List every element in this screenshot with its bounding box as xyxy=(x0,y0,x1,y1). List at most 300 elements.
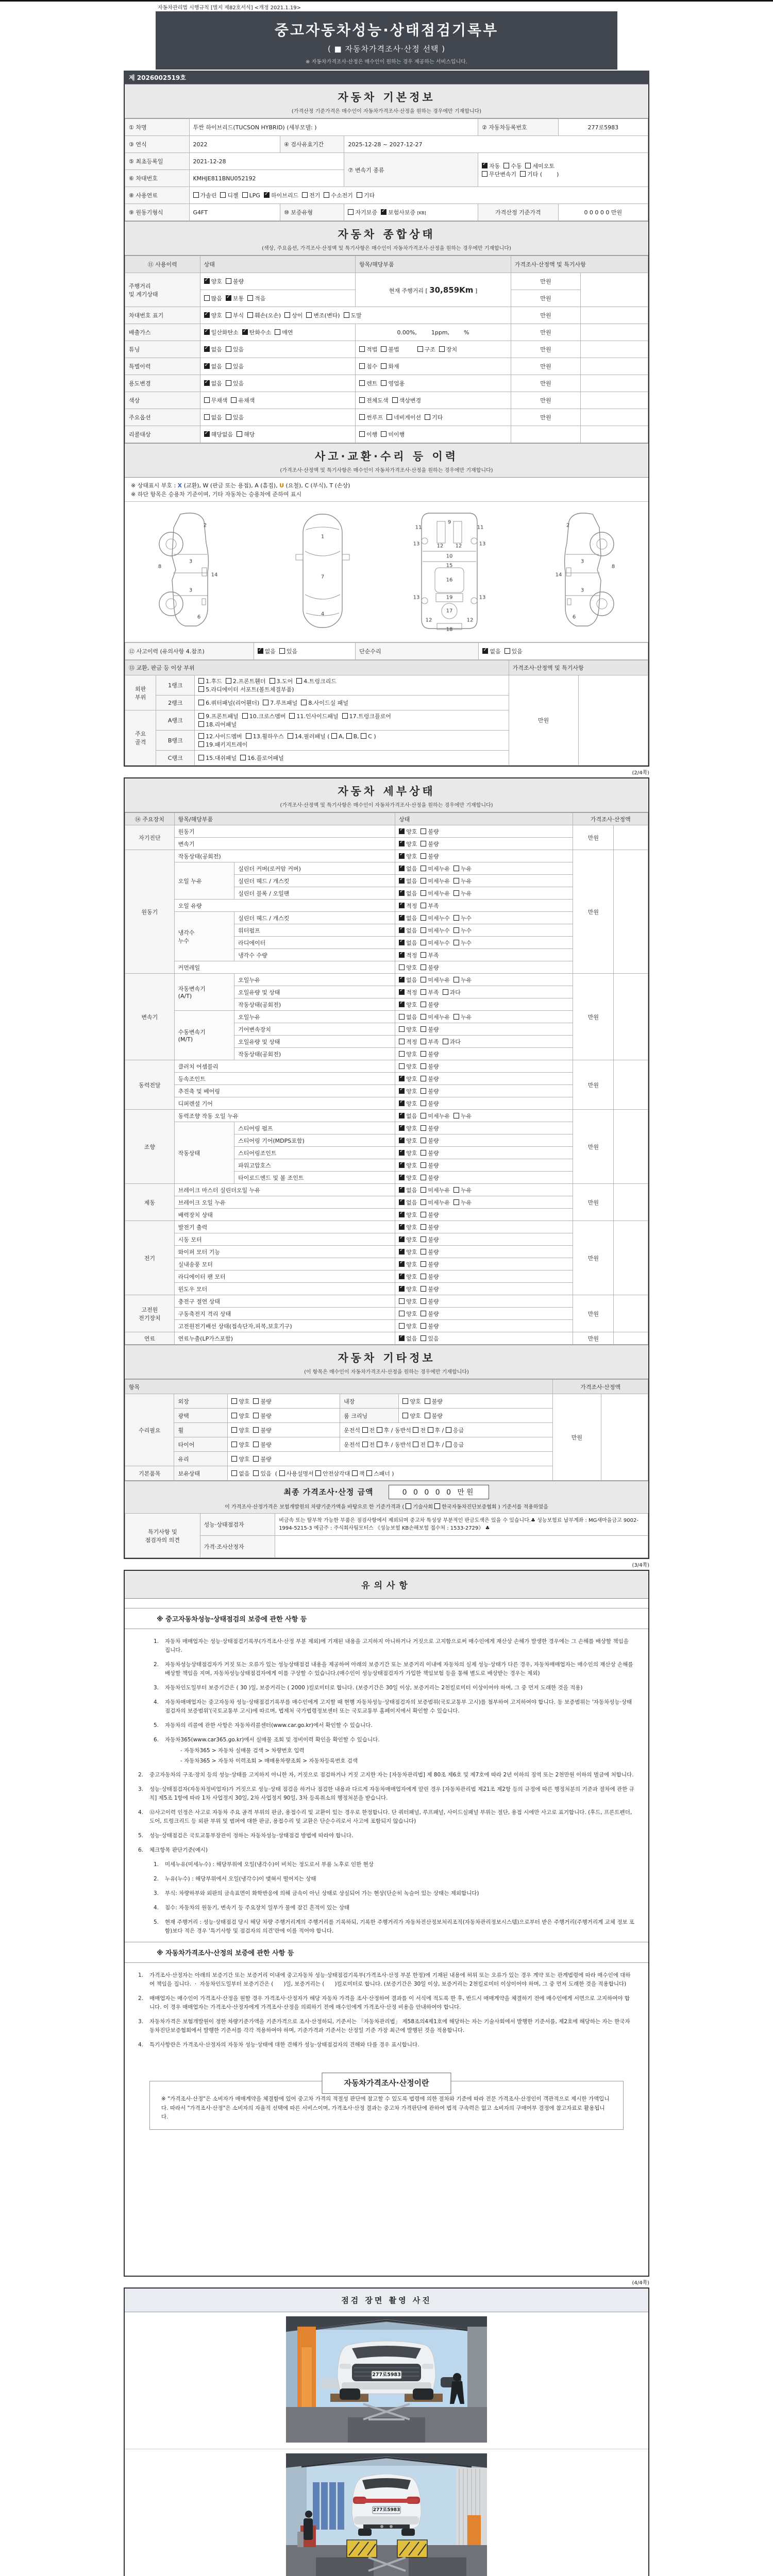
checkbox-unchecked[interactable] xyxy=(352,1470,358,1476)
checkbox-checked[interactable] xyxy=(399,903,405,908)
checkbox-unchecked[interactable] xyxy=(242,713,248,719)
checkbox-unchecked[interactable] xyxy=(399,1039,405,1044)
checkbox-unchecked[interactable] xyxy=(421,1199,426,1205)
checkbox-unchecked[interactable] xyxy=(421,878,426,884)
checkbox-unchecked[interactable] xyxy=(421,1051,426,1057)
checkbox-checked[interactable] xyxy=(399,977,405,982)
checkbox-checked[interactable] xyxy=(399,1249,405,1255)
checkbox-checked[interactable] xyxy=(399,853,405,859)
checkbox-unchecked[interactable] xyxy=(421,1224,426,1230)
checkbox-unchecked[interactable] xyxy=(198,713,204,719)
checkbox-checked[interactable] xyxy=(399,1125,405,1131)
checkbox-unchecked[interactable] xyxy=(270,678,275,684)
legend-segment: (요철), xyxy=(284,482,305,489)
checkbox-unchecked[interactable] xyxy=(421,1187,426,1193)
checkbox-unchecked[interactable] xyxy=(362,1427,368,1433)
checkbox-checked[interactable] xyxy=(204,329,210,335)
table-cell: 없음 미세누유 누유 xyxy=(395,1011,573,1023)
checkbox-checked[interactable] xyxy=(399,1100,405,1106)
table-cell: ✓ 없음 미세누유 누유 xyxy=(395,1184,573,1196)
checkbox-unchecked[interactable] xyxy=(421,1113,426,1118)
checkbox-unchecked[interactable] xyxy=(421,1076,426,1081)
checkbox-checked[interactable] xyxy=(204,312,210,318)
checkbox-unchecked[interactable] xyxy=(413,1442,418,1447)
panel-number-label: 7 xyxy=(321,574,325,580)
table-cell: 만원 xyxy=(573,825,614,850)
checkbox-checked[interactable] xyxy=(399,1088,405,1094)
checkbox-unchecked[interactable] xyxy=(237,431,242,437)
checkbox-unchecked[interactable] xyxy=(421,1274,426,1279)
checkbox-checked[interactable] xyxy=(482,163,488,168)
table-cell: ✓ 양호 불량 xyxy=(395,1085,573,1097)
notice-item: 4. 특기사항란은 가격조사·산정자의 자동차 성능·상태에 대한 견해가 성능·상태점검자의 견해와 다를 경우 표시합니다. xyxy=(138,2041,419,2048)
checkbox-checked[interactable] xyxy=(399,1162,405,1168)
checkbox-unchecked[interactable] xyxy=(413,1427,418,1433)
checkbox-checked[interactable] xyxy=(482,648,488,654)
table-cell: ✓ 일산화탄소 ✓탄화수소 매연 xyxy=(200,324,356,341)
table-cell: 1.후드 2.프론트휀더 3.도어 4.트렁크리드 5.라디에이터 서포트(볼트체결부품) xyxy=(195,675,509,696)
checkbox-unchecked[interactable] xyxy=(421,1323,426,1329)
checkbox-unchecked[interactable] xyxy=(417,346,423,352)
document-title-box xyxy=(156,11,617,70)
checkbox-unchecked[interactable] xyxy=(204,414,210,420)
checkbox-unchecked[interactable] xyxy=(359,431,365,437)
checkbox-checked[interactable] xyxy=(399,1261,405,1267)
table-cell: 실린더 헤드 / 개스킷 xyxy=(234,912,395,924)
table-cell: 항목/해당부품 xyxy=(174,813,395,825)
checkbox-checked[interactable] xyxy=(204,431,210,437)
table-cell: 조향 xyxy=(125,1110,175,1184)
checkbox-unchecked[interactable] xyxy=(346,733,352,739)
checkbox-unchecked[interactable] xyxy=(421,1138,426,1143)
checkbox-unchecked[interactable] xyxy=(359,397,365,403)
checkbox-unchecked[interactable] xyxy=(279,1470,285,1476)
checkbox-unchecked[interactable] xyxy=(421,1298,426,1304)
checkbox-unchecked[interactable] xyxy=(402,1398,408,1404)
checkbox-unchecked[interactable] xyxy=(263,700,268,705)
checkbox-unchecked[interactable] xyxy=(226,363,231,369)
checkbox-unchecked[interactable] xyxy=(377,1427,382,1433)
checkbox-checked[interactable] xyxy=(399,940,405,945)
table-cell: 동력전달 xyxy=(125,1060,175,1110)
checkbox-unchecked[interactable] xyxy=(421,1286,426,1292)
checkbox-checked[interactable] xyxy=(399,1212,405,1217)
checkbox-unchecked[interactable] xyxy=(306,312,312,318)
checkbox-unchecked[interactable] xyxy=(421,903,426,908)
document-number: 제 2026002519호 xyxy=(124,71,649,84)
checkbox-unchecked[interactable] xyxy=(315,1470,321,1476)
checkbox-unchecked[interactable] xyxy=(453,915,459,921)
table-cell: ⑫ 사고이력 (유의사항 4.참조) xyxy=(125,643,254,660)
table-cell: 오일 누유 xyxy=(174,862,234,900)
checkbox-unchecked[interactable] xyxy=(421,866,426,871)
table-cell: 이행 미이행 xyxy=(356,426,511,443)
checkbox-unchecked[interactable] xyxy=(399,1063,405,1069)
detail-status-header xyxy=(125,778,648,812)
checkbox-checked[interactable] xyxy=(381,209,386,215)
checkbox-unchecked[interactable] xyxy=(421,1014,426,1020)
notice-heading: ※ 중고자동차성능·상태점검의 보증에 관한 사항 등 xyxy=(125,1608,648,1629)
checkbox-unchecked[interactable] xyxy=(231,397,237,403)
table-cell: 12.사이드멤버 13.휠하우스 14.필러패널 ( A, B, C ) 19.패키지트레이 xyxy=(195,731,509,751)
detail-status-table xyxy=(125,812,648,1345)
checkbox-checked[interactable] xyxy=(399,1274,405,1279)
checkbox-checked[interactable] xyxy=(399,1150,405,1156)
checkbox-unchecked[interactable] xyxy=(386,414,392,420)
checkbox-unchecked[interactable] xyxy=(359,380,365,386)
checkbox-unchecked[interactable] xyxy=(453,977,459,982)
checkbox-unchecked[interactable] xyxy=(425,1413,430,1418)
checkbox-unchecked[interactable] xyxy=(503,163,509,168)
checkbox-unchecked[interactable] xyxy=(482,171,488,177)
checkbox-unchecked[interactable] xyxy=(231,1456,237,1462)
checkbox-unchecked[interactable] xyxy=(359,363,365,369)
checkbox-unchecked[interactable] xyxy=(443,989,448,995)
checkbox-checked[interactable] xyxy=(399,828,405,834)
checkbox-unchecked[interactable] xyxy=(421,952,426,958)
checkbox-unchecked[interactable] xyxy=(399,1323,405,1329)
checkbox-unchecked[interactable] xyxy=(226,380,231,386)
checkbox-unchecked[interactable] xyxy=(226,312,231,318)
checkbox-unchecked[interactable] xyxy=(428,1427,433,1433)
checkbox-unchecked[interactable] xyxy=(399,1014,405,1020)
checkbox-unchecked[interactable] xyxy=(505,648,510,654)
checkbox-unchecked[interactable] xyxy=(439,346,445,352)
checkbox-unchecked[interactable] xyxy=(453,1199,459,1205)
table-cell: 실내송풍 모터 xyxy=(174,1258,395,1270)
checkbox-unchecked[interactable] xyxy=(421,927,426,933)
checkbox-unchecked[interactable] xyxy=(301,700,307,705)
checkbox-unchecked[interactable] xyxy=(421,890,426,896)
checkbox-unchecked[interactable] xyxy=(231,1413,237,1418)
checkbox-unchecked[interactable] xyxy=(359,414,365,420)
checkbox-unchecked[interactable] xyxy=(342,713,348,719)
table-cell: 2랭크 xyxy=(156,696,195,710)
table-cell: 현재 주행거리 [ 30,859Km ] xyxy=(356,273,511,307)
document-title-note: ※ 자동차가격조사·산정은 매수인이 원하는 경우 제공하는 서비스입니다. xyxy=(306,59,467,65)
table-cell: 만원 xyxy=(511,392,580,409)
checkbox-unchecked[interactable] xyxy=(288,733,293,739)
checkbox-checked[interactable] xyxy=(399,866,405,871)
table-cell: 양호 불량 xyxy=(228,1394,340,1409)
checkbox-unchecked[interactable] xyxy=(399,1311,405,1316)
table-cell: 오일 유량 xyxy=(174,900,395,912)
table-cell: ✓ 양호 불량 xyxy=(395,1233,573,1246)
checkbox-unchecked[interactable] xyxy=(453,927,459,933)
table-cell: 작동상태(공회전) xyxy=(234,1048,395,1060)
checkbox-unchecked[interactable] xyxy=(331,733,337,739)
table-cell: 외장 xyxy=(174,1394,228,1409)
table-cell: 9.프론트패널 10.크로스멤버 11.인사이드패널 17.트렁크플로어 18.리어패널 xyxy=(195,710,509,731)
table-cell: 전체도색 색상변경 xyxy=(356,392,511,409)
checkbox-checked[interactable] xyxy=(399,989,405,995)
notice-heading: ※ 자동차가격조사·산정의 보증에 관한 사항 등 xyxy=(125,1942,648,1963)
checkbox-unchecked[interactable] xyxy=(253,1398,259,1404)
checkbox-unchecked[interactable] xyxy=(253,1470,259,1476)
checkbox-unchecked[interactable] xyxy=(279,648,285,654)
checkbox-unchecked[interactable] xyxy=(362,1442,368,1447)
table-cell: 277로5983 xyxy=(558,119,648,136)
accident-flags-table xyxy=(125,642,648,660)
checkbox-unchecked[interactable] xyxy=(198,686,204,692)
checkbox-unchecked[interactable] xyxy=(392,397,398,403)
checkbox-unchecked[interactable] xyxy=(421,1063,426,1069)
legend-segment: W xyxy=(203,482,209,489)
damage-code-legend-line1 xyxy=(131,481,642,490)
checkbox-checked[interactable] xyxy=(399,1199,405,1205)
checkbox-checked[interactable] xyxy=(399,878,405,884)
checkbox-unchecked[interactable] xyxy=(198,721,204,727)
table-cell: 오일유량 및 상태 xyxy=(234,1036,395,1048)
document-title: 중고자동차성능·상태점검기록부 xyxy=(274,22,499,39)
checkbox-unchecked[interactable] xyxy=(402,1413,408,1418)
checkbox-unchecked[interactable] xyxy=(453,866,459,871)
checkbox-unchecked[interactable] xyxy=(377,1442,382,1447)
checkbox-unchecked[interactable] xyxy=(421,1026,426,1032)
checkbox-checked[interactable] xyxy=(399,1175,405,1180)
checkbox-unchecked[interactable] xyxy=(226,346,231,352)
table-cell xyxy=(275,1536,648,1558)
checkbox-checked[interactable] xyxy=(399,1335,405,1341)
checkbox-unchecked[interactable] xyxy=(399,1298,405,1304)
checkbox-unchecked[interactable] xyxy=(302,192,308,198)
checkbox-unchecked[interactable] xyxy=(204,295,210,301)
checkbox-unchecked[interactable] xyxy=(421,940,426,945)
checkbox-unchecked[interactable] xyxy=(198,678,204,684)
panel-number-label: 17 xyxy=(446,608,453,614)
table-cell: 양호 불량 xyxy=(395,1023,573,1036)
checkbox-checked[interactable] xyxy=(242,329,248,335)
notice-title: 유의사항 xyxy=(125,1571,648,1599)
table-cell: 원동기 xyxy=(174,825,395,838)
checkbox-checked[interactable] xyxy=(399,927,405,933)
table-cell: ✓ 적정 부족 xyxy=(395,949,573,961)
checkbox-unchecked[interactable] xyxy=(240,755,246,760)
checkbox-unchecked[interactable] xyxy=(421,1236,426,1242)
table-cell: 고전원전기배선 상태(접속단자,피복,보호기구) xyxy=(174,1320,395,1332)
checkbox-unchecked[interactable] xyxy=(231,1442,237,1447)
checkbox-unchecked[interactable] xyxy=(361,733,366,739)
checkbox-checked[interactable] xyxy=(204,346,210,352)
checkbox-unchecked[interactable] xyxy=(381,431,386,437)
checkbox-unchecked[interactable] xyxy=(434,1503,440,1509)
checkbox-unchecked[interactable] xyxy=(198,741,204,747)
checkbox-unchecked[interactable] xyxy=(381,363,386,369)
table-cell: 특기사항 및 점검자의 의견 xyxy=(125,1514,200,1558)
checkbox-checked[interactable] xyxy=(399,1076,405,1081)
inspection-photo-front xyxy=(286,2316,487,2445)
panel-number-label: 2 xyxy=(203,522,207,529)
checkbox-unchecked[interactable] xyxy=(446,1442,451,1447)
checkbox-unchecked[interactable] xyxy=(399,1051,405,1057)
checkbox-unchecked[interactable] xyxy=(247,312,253,318)
checkbox-unchecked[interactable] xyxy=(253,1442,259,1447)
checkbox-unchecked[interactable] xyxy=(198,700,204,705)
checkbox-unchecked[interactable] xyxy=(284,312,290,318)
checkbox-unchecked[interactable] xyxy=(421,1125,426,1131)
checkbox-checked[interactable] xyxy=(399,1286,405,1292)
table-cell: ✓ 양호 불량 xyxy=(395,1122,573,1134)
checkbox-checked[interactable] xyxy=(399,1113,405,1118)
checkbox-unchecked[interactable] xyxy=(421,1175,426,1180)
checkbox-unchecked[interactable] xyxy=(381,380,386,386)
checkbox-unchecked[interactable] xyxy=(406,1503,411,1509)
checkbox-unchecked[interactable] xyxy=(220,192,226,198)
checkbox-unchecked[interactable] xyxy=(253,1456,259,1462)
checkbox-unchecked[interactable] xyxy=(253,1413,259,1418)
checkbox-unchecked[interactable] xyxy=(446,1427,451,1433)
checkbox-unchecked[interactable] xyxy=(226,678,231,684)
checkbox-unchecked[interactable] xyxy=(421,964,426,970)
checkbox-checked[interactable] xyxy=(399,1002,405,1007)
table-cell: 제동 xyxy=(125,1184,175,1221)
overall-status-title: 자동차 종합상태 xyxy=(338,228,435,241)
table-cell: ✓ 없음 미세누수 누수 xyxy=(395,924,573,937)
checkbox-checked[interactable] xyxy=(204,380,210,386)
notice-item: 1. 가격조사·산정자는 아래의 보증기간 또는 보증거리 이내에 중고자동차 성능·상태점검기록부(가격조사·산정 부분 한정)에 기재된 내용에 허위 또는 오류가 있는 경우 계약 또는 관계법령에 따라 매수인에 대하여 책임을 집니다. · 자동차인도일부터 보증기간은 ( )일, 보증거리는 ( )킬로미터로 합니다. (보증기간은 30일 이상, 보증거리는 2천킬로미터 이상이어야 하며, 그 중 먼저 도래한 것을 적용합니다) xyxy=(138,1972,631,1987)
checkbox-unchecked[interactable] xyxy=(421,1150,426,1156)
checkbox-checked[interactable] xyxy=(399,1224,405,1230)
checkbox-unchecked[interactable] xyxy=(324,192,329,198)
checkbox-unchecked[interactable] xyxy=(344,312,349,318)
checkbox-unchecked[interactable] xyxy=(421,853,426,859)
checkbox-unchecked[interactable] xyxy=(421,1311,426,1316)
checkbox-unchecked[interactable] xyxy=(357,192,362,198)
table-cell: 없음 있음 xyxy=(200,409,356,426)
checkbox-unchecked[interactable] xyxy=(421,977,426,982)
checkbox-unchecked[interactable] xyxy=(525,163,531,168)
panel-number-label: 1 xyxy=(321,534,325,540)
checkbox-unchecked[interactable] xyxy=(231,1398,237,1404)
checkbox-unchecked[interactable] xyxy=(421,841,426,846)
notice-item: 3. 자동차인도일부터 보증기간은 ( 30 )일, 보증거리는 ( 2000 )킬로미터로 합니다. (보증기간은 30일 이상, 보증거리는 2천킬로미터 이상이어야 하며, 그 중 먼저 도래한 것을 적용) xyxy=(154,1685,583,1691)
table-cell: 비금속 또는 탈부착 가능한 부품은 점검사항에서 제외되며 중고차 특성상 부분적인 판금도색은 있을 수 있습니다.♣ 성능보험료 납부계좌 : MG새마을금고 9002-1994-5215-3 예금주 : 주식회사팀모터스 《성능보험 KB손해보험 접수처 : 1533-2729》 ♣ xyxy=(275,1514,648,1536)
checkbox-unchecked[interactable] xyxy=(425,1398,430,1404)
checkbox-unchecked[interactable] xyxy=(421,1335,426,1341)
checkbox-checked[interactable] xyxy=(399,1138,405,1143)
basic-info-header xyxy=(125,84,648,118)
checkbox-unchecked[interactable] xyxy=(231,1470,237,1476)
final-price-value: 0 0 0 0 0 만원 xyxy=(389,1485,490,1499)
checkbox-unchecked[interactable] xyxy=(520,171,526,177)
table-cell: 고전원 전기장치 xyxy=(125,1295,175,1332)
checkbox-unchecked[interactable] xyxy=(453,878,459,884)
checkbox-unchecked[interactable] xyxy=(453,940,459,945)
checkbox-unchecked[interactable] xyxy=(421,1088,426,1094)
table-cell: 가솔린 디젤 LPG ✓하이브리드 전기 수소전기 기타 xyxy=(189,187,648,204)
checkbox-unchecked[interactable] xyxy=(198,733,204,739)
notice-subitem: - 자동차365 > 자동차 실매물 검색 > 차량번호 입력 xyxy=(180,1748,305,1754)
checkbox-checked[interactable] xyxy=(204,278,210,284)
checkbox-unchecked[interactable] xyxy=(359,346,365,352)
checkbox-unchecked[interactable] xyxy=(453,1187,459,1193)
table-cell xyxy=(580,358,648,375)
checkbox-unchecked[interactable] xyxy=(242,192,248,198)
checkbox-checked[interactable] xyxy=(399,1187,405,1193)
checkbox-unchecked[interactable] xyxy=(275,329,280,335)
checkbox-unchecked[interactable] xyxy=(204,397,210,403)
panel-number-label: 16 xyxy=(446,577,453,583)
checkbox-unchecked[interactable] xyxy=(421,1100,426,1106)
legend-segment: C xyxy=(305,482,309,489)
checkbox-checked[interactable] xyxy=(399,915,405,921)
table-cell: 작동상태(공회전) xyxy=(234,998,395,1011)
checkbox-unchecked[interactable] xyxy=(421,1212,426,1217)
checkbox-checked[interactable] xyxy=(399,841,405,846)
table-cell: 만원 xyxy=(511,341,580,358)
checkbox-unchecked[interactable] xyxy=(247,295,253,301)
table-cell: 가격조사·산정액 xyxy=(553,1380,648,1394)
table-cell: 침수 화재 xyxy=(356,358,511,375)
checkbox-checked[interactable] xyxy=(226,295,231,301)
checkbox-checked[interactable] xyxy=(399,1236,405,1242)
checkbox-unchecked[interactable] xyxy=(253,1427,259,1433)
checkbox-unchecked[interactable] xyxy=(443,1039,448,1044)
checkbox-unchecked[interactable] xyxy=(226,278,231,284)
table-cell: 적법 불법 구조 장치 xyxy=(356,341,511,358)
checkbox-unchecked[interactable] xyxy=(421,1249,426,1255)
checkbox-unchecked[interactable] xyxy=(296,678,302,684)
table-cell: 브레이크 마스터 실린더오일 누유 xyxy=(174,1184,395,1196)
table-cell xyxy=(614,1184,648,1221)
checkbox-unchecked[interactable] xyxy=(453,1014,459,1020)
table-cell: ✓ 양호 불량 xyxy=(395,1246,573,1258)
checkbox-unchecked[interactable] xyxy=(425,414,430,420)
table-cell: ✓ 없음 있음 xyxy=(479,643,648,660)
license-plate-front: 277로5983 xyxy=(372,2372,401,2378)
checkbox-checked[interactable] xyxy=(399,952,405,958)
checkbox-unchecked[interactable] xyxy=(381,346,386,352)
checkbox-checked[interactable] xyxy=(399,890,405,896)
checkbox-unchecked[interactable] xyxy=(421,1039,426,1044)
table-cell: ⑨ 원동기형식 xyxy=(125,204,190,221)
checkbox-checked[interactable] xyxy=(258,648,263,654)
checkbox-unchecked[interactable] xyxy=(428,1442,433,1447)
checkbox-unchecked[interactable] xyxy=(453,1113,459,1118)
checkbox-unchecked[interactable] xyxy=(231,1427,237,1433)
checkbox-unchecked[interactable] xyxy=(289,713,295,719)
checkbox-unchecked[interactable] xyxy=(421,915,426,921)
checkbox-unchecked[interactable] xyxy=(226,414,231,420)
checkbox-checked[interactable] xyxy=(204,363,210,369)
table-cell xyxy=(614,1221,648,1295)
table-cell: 전기 xyxy=(125,1221,175,1295)
table-cell: ✓ 없음 있음 xyxy=(200,358,356,375)
checkbox-unchecked[interactable] xyxy=(246,733,251,739)
checkbox-unchecked[interactable] xyxy=(421,1162,426,1168)
notice-item: 5. 성능·상태점검은 국토교통부장관이 정하는 자동차성능·상태점검 방법에 따라야 합니다. xyxy=(138,1832,354,1839)
panel-number-label: 8 xyxy=(611,564,615,570)
checkbox-unchecked[interactable] xyxy=(421,828,426,834)
checkbox-unchecked[interactable] xyxy=(399,1026,405,1032)
checkbox-unchecked[interactable] xyxy=(348,209,354,215)
damage-code-legend-line2: ※ 하단 항목은 승용차 기준이며, 기타 자동차는 승용차에 준하여 표시 xyxy=(131,491,302,498)
checkbox-unchecked[interactable] xyxy=(198,755,204,760)
checkbox-unchecked[interactable] xyxy=(421,989,426,995)
checkbox-unchecked[interactable] xyxy=(193,192,199,198)
checkbox-checked[interactable] xyxy=(264,192,270,198)
checkbox-unchecked[interactable] xyxy=(366,1470,372,1476)
inspection-photo-rear-image xyxy=(286,2453,487,2576)
checkbox-unchecked[interactable] xyxy=(453,890,459,896)
checkbox-unchecked[interactable] xyxy=(399,964,405,970)
checkbox-unchecked[interactable] xyxy=(421,1002,426,1007)
table-cell: 썬루프 네비게이션 기타 xyxy=(356,409,511,426)
car-underbody-icon xyxy=(393,507,507,635)
table-cell: 양호 불량 xyxy=(395,1060,573,1073)
checkbox-unchecked[interactable] xyxy=(421,1261,426,1267)
panel-rank-table xyxy=(125,660,648,766)
